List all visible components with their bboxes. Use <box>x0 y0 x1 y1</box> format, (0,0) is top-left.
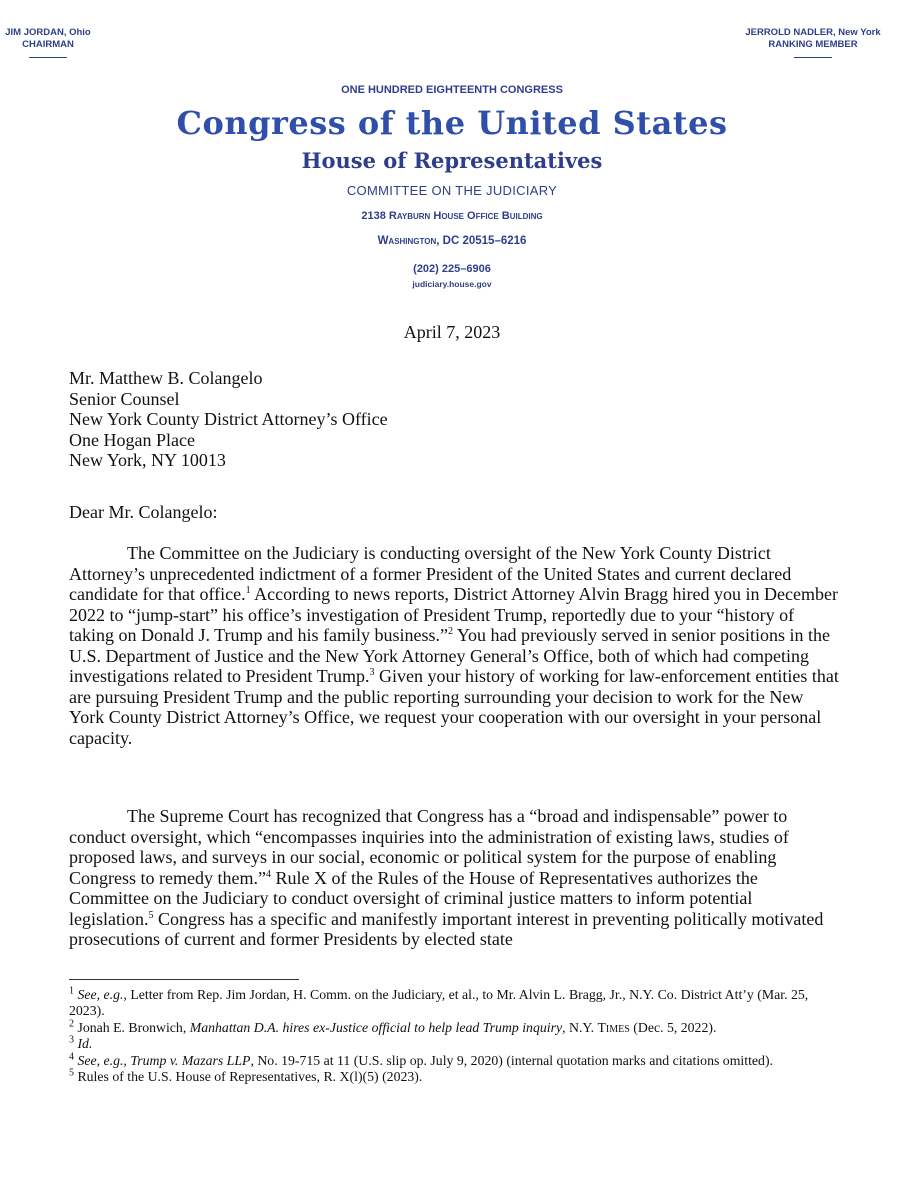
footnote-ref-1[interactable]: 1 <box>245 585 251 596</box>
recipient-title: Senior Counsel <box>69 388 180 409</box>
letterhead-house: House of Representatives <box>301 148 603 173</box>
salutation: Dear Mr. Colangelo: <box>69 502 218 522</box>
footnotes <box>69 987 839 1085</box>
footnote-2-number: 2 <box>69 1018 74 1030</box>
footnote-5-text: Rules of the U.S. House of Representatives, R. X(l)(5) (2023). <box>77 1069 423 1085</box>
chairman-rule <box>29 57 67 58</box>
footnote-4-text: , No. 19-715 at 11 (U.S. slip op. July 9, 2020) (internal quotation marks and citations omitted). <box>250 1052 773 1068</box>
congress-line: ONE HUNDRED EIGHTEENTH CONGRESS <box>341 84 563 96</box>
footnote-4-sep: , <box>123 1052 131 1068</box>
footnote-ref-5[interactable]: 5 <box>148 909 154 921</box>
footnote-2-date: (Dec. 5, 2022). <box>629 1019 717 1035</box>
recipient-name: Mr. Matthew B. Colangelo <box>69 368 263 388</box>
footnote-3-text: Id. <box>77 1036 93 1052</box>
ranking-member-rule <box>794 57 832 58</box>
recipient-street: One Hogan Place <box>69 429 195 450</box>
footnote-2-publication: Times <box>597 1019 630 1035</box>
footnote-4 <box>69 1053 839 1069</box>
chairman-title: CHAIRMAN <box>22 39 74 50</box>
paragraph-2-part-1: The Supreme Court has recognized that Congress has a “broad and indispensable” power to conduct oversight, which “encompasses inquiries into the administration of existing laws, studies of proposed laws, and surveys in our social, economic or political system for the purpose of enabling Congress to remedy them.” <box>69 806 789 888</box>
address-line-2: Washington, DC 20515–6216 <box>377 235 527 247</box>
body-paragraph-2 <box>69 806 839 950</box>
footnote-4-case-name: Trump v. Mazars LLP <box>130 1052 251 1068</box>
footnote-5-number: 5 <box>69 1067 74 1079</box>
footnote-1-number: 1 <box>69 985 74 997</box>
paragraph-1-part-1: The Committee on the Judiciary is conducting oversight of the New York County District Attorney’s unprecedented indictment of a former President of the United States and current declared candidate for that office. <box>69 543 792 604</box>
recipient-city: New York, NY 10013 <box>69 450 226 470</box>
paragraph-2-part-3: Congress has a specific and manifestly important interest in preventing politically motivated prosecutions of current and former Presidents by elected state <box>69 908 824 949</box>
ranking-member-title: RANKING MEMBER <box>768 39 858 50</box>
paragraph-1-part-2: According to news reports, District Attorney Alvin Bragg hired you in December 2022 to “jump-start” his office’s investigation of President Trump, reportedly due to your “history of taking on Donald J. Trump and his family business.” <box>69 584 838 645</box>
footnote-3-number: 3 <box>69 1034 74 1046</box>
footnote-ref-4[interactable]: 4 <box>265 868 271 880</box>
ranking-member-block <box>738 27 888 58</box>
footnote-1 <box>69 987 839 1020</box>
address-line-1: 2138 Rayburn House Office Building <box>361 210 543 222</box>
recipient-office: New York County District Attorney’s Office <box>69 409 388 429</box>
website: judiciary.house.gov <box>412 279 492 289</box>
letter-date: April 7, 2023 <box>403 322 501 342</box>
footnote-2 <box>69 1020 839 1036</box>
footnote-separator <box>69 979 299 980</box>
body-paragraph-1 <box>69 543 839 748</box>
ranking-member-name: JERROLD NADLER, New York <box>745 27 881 38</box>
committee-name: COMMITTEE ON THE JUDICIARY <box>346 183 558 198</box>
footnote-1-signal: See, e.g. <box>77 987 124 1002</box>
footnote-ref-2[interactable]: 2 <box>448 626 453 637</box>
footnote-5 <box>69 1069 839 1085</box>
paragraph-1-part-4: Given your history of working for law-enforcement entities that are pursuing President Trump and the public reporting surrounding your decision to work for the New York County District Attorney’s Office, we request your cooperation with our oversight in your personal capacity. <box>69 666 839 748</box>
footnote-2-sep: , N.Y. <box>562 1019 598 1035</box>
footnote-4-number: 4 <box>69 1051 74 1063</box>
footnote-3 <box>69 1036 839 1052</box>
footnote-2-article-title: Manhattan D.A. hires ex-Justice official to help lead Trump inquiry <box>189 1019 563 1035</box>
chairman-name: JIM JORDAN, Ohio <box>5 27 91 38</box>
phone-number: (202) 225–6906 <box>413 263 491 275</box>
letterhead-title: Congress of the United States <box>176 104 728 142</box>
paragraph-1-part-3: You had previously served in senior positions in the U.S. Department of Justice and the New York Attorney General’s Office, both of which had competing investigations related to President Trump. <box>69 625 830 686</box>
chairman-block <box>0 27 96 58</box>
recipient-address <box>69 368 669 471</box>
footnote-4-signal: See, e.g. <box>77 1052 124 1068</box>
footnote-ref-3[interactable]: 3 <box>369 667 375 678</box>
paragraph-2-part-2: Rule X of the Rules of the House of Representatives authorizes the Committee on the Judiciary to conduct oversight of criminal justice matters to inform potential legislation. <box>69 867 758 929</box>
footnote-1-text: , Letter from Rep. Jim Jordan, H. Comm. on the Judiciary, et al., to Mr. Alvin L. Bragg, Jr., N.Y. Co. District Att’y (Mar. 25, 2023). <box>69 987 809 1019</box>
footnote-2-author: Jonah E. Bronwich, <box>77 1019 190 1035</box>
